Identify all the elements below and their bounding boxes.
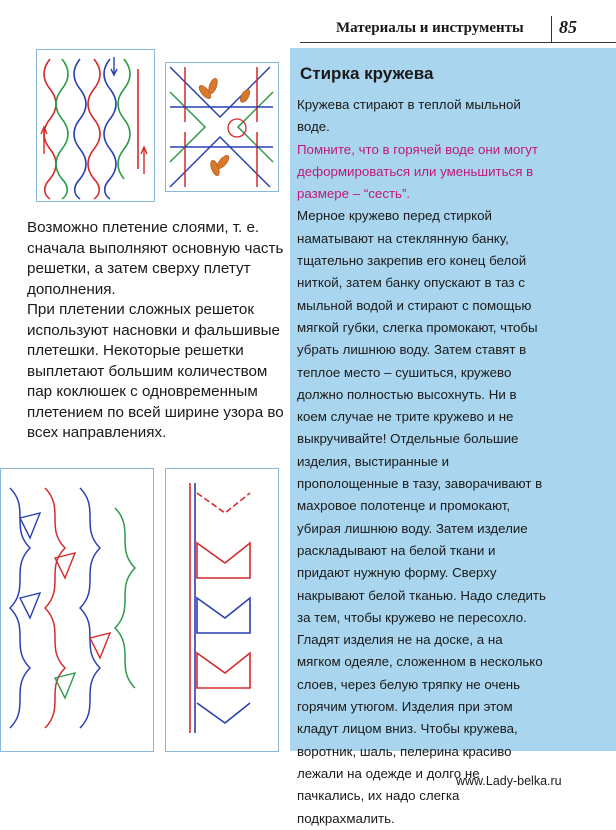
lace-diagram-braids — [36, 49, 154, 201]
sidebar-body-text — [297, 94, 549, 830]
page-number: 85 — [559, 17, 577, 37]
header-separator — [551, 16, 552, 43]
sidebar-paragraph-3: Мерное кружево перед стиркой наматывают на стеклянную банку, тщательно закрепив его конец белой ниткой, затем банку опускают в таз с мыльной водой и стирают с помощью мягкой губки, слегка промокают, чтобы убрать лишнюю воду. Затем ставят в теплое место – сушиться, кружево должно полностью высохнуть. Ни в коем случае не трите кружево и не выкручивайте! Отдельные большие изделия, выстиранные и прополощенные в тазу, заворачивают в махровое полотенце и промокают, убирая лишнюю воду. Затем изделие раскладывают на белой ткани и придают нужную форму. Сверху накрывают белой тканью. Надо следить за тем, чтобы кружево не пересохло. Гладят изделия не на доске, а на мягком одеяле, сложенном в несколько слоев, через белую тряпку не очень горячим утюгом. Изделия при этом кладут лицом вниз. Чтобы кружева, воротник, шаль, пелерина красиво лежали на одежде и долго не пачкались, их надо слегка подкрахмалить. — [297, 208, 546, 826]
sidebar-title: Стирка кружева — [300, 64, 434, 83]
header-rule — [300, 42, 616, 43]
sidebar-paragraph-1: Кружева стирают в теплой мыльной воде. — [297, 97, 521, 135]
page-header — [0, 0, 616, 48]
lace-diagram-fans — [0, 468, 153, 751]
lace-diagram-stars — [165, 62, 278, 192]
footer-url: www.Lady-belka.ru — [456, 774, 562, 788]
left-paragraph-1: Возможно плетение слоями, т. е. сначала выполняют основную часть решетки, а затем сверху плетут дополнения. — [27, 219, 284, 298]
lace-diagram-chain — [165, 468, 278, 751]
section-title: Материалы и инструменты — [336, 20, 524, 36]
sidebar-warning-paragraph: Помните, что в горячей воде они могут деформироваться или уменьшиться в размере – “сесть”. — [297, 141, 538, 202]
left-paragraph-2: При плетении сложных решеток используют насновки и фальшивые плетешки. Некоторые решетки выплетают большим количеством пар коклюшек с одновременным плетением по всей ширине узора во всех направлениях. — [27, 301, 284, 441]
left-body-text — [27, 218, 289, 444]
